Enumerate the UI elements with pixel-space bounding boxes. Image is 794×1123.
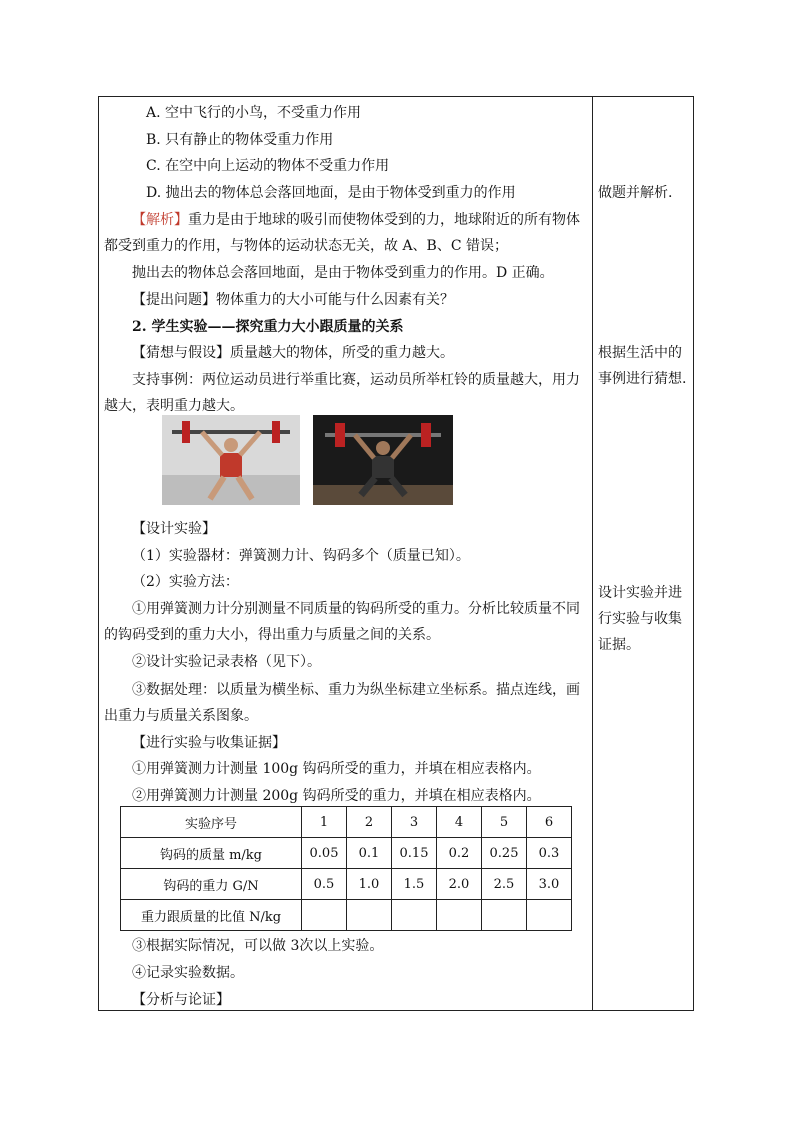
conduct-step-2: ②用弹簧测力计测量 200g 钩码所受的重力，并填在相应表格内。 xyxy=(132,788,541,804)
option-b: B. 只有静止的物体受重力作用 xyxy=(146,132,334,148)
mass-cell: 0.15 xyxy=(392,838,437,869)
mass-cell: 0.2 xyxy=(437,838,482,869)
table-header-cell: 1 xyxy=(302,807,347,838)
question: 【提出问题】物体重力的大小可能与什么因素有关？ xyxy=(132,292,454,308)
analysis-tag: 【解析】 xyxy=(132,212,188,228)
table-header-cell: 2 xyxy=(347,807,392,838)
weight-cell: 3.0 xyxy=(527,869,572,900)
table-header-row xyxy=(121,807,572,838)
conduct-step-4: ④记录实验数据。 xyxy=(132,965,244,981)
table-header-cell: 5 xyxy=(482,807,527,838)
table-header-cell: 6 xyxy=(527,807,572,838)
option-a: A. 空中飞行的小鸟，不受重力作用 xyxy=(146,105,362,121)
method-step-3: ③数据处理：以质量为横坐标、重力为纵坐标建立坐标系。描点连线，画出重力与质量关系图象。 xyxy=(104,682,580,724)
table-header-cell: 实验序号 xyxy=(121,807,302,838)
table-row-mass xyxy=(121,838,572,869)
ratio-label: 重力跟质量的比值 N/kg xyxy=(121,900,302,931)
ratio-cell xyxy=(482,900,527,931)
weightlifter-photo-1 xyxy=(162,415,300,505)
ratio-cell xyxy=(392,900,437,931)
analysis-text: 重力是由于地球的吸引而使物体受到的力，地球附近的所有物体都受到重力的作用，与物体的运动状态无关，故 A、B、C 错误； xyxy=(104,212,580,254)
table-header-cell: 4 xyxy=(437,807,482,838)
hypothesis: 【猜想与假设】质量越大的物体，所受的重力越大。 xyxy=(132,345,454,361)
weight-cell: 2.5 xyxy=(482,869,527,900)
design-title: 【设计实验】 xyxy=(132,521,216,537)
method-step-2: ②设计实验记录表格（见下）。 xyxy=(132,654,321,670)
mass-cell: 0.25 xyxy=(482,838,527,869)
weight-cell: 1.5 xyxy=(392,869,437,900)
conduct-step-3: ③根据实际情况，可以做 3次以上实验。 xyxy=(132,938,384,954)
table-row-ratio xyxy=(121,900,572,931)
mass-cell: 0.1 xyxy=(347,838,392,869)
mass-label: 钩码的质量 m/kg xyxy=(121,838,302,869)
option-c: C. 在空中向上运动的物体不受重力作用 xyxy=(146,158,390,174)
weight-cell: 1.0 xyxy=(347,869,392,900)
side-note-2: 根据生活中的事例进行猜想. xyxy=(598,345,687,387)
method-title: （2）实验方法： xyxy=(132,574,239,590)
weight-cell: 2.0 xyxy=(437,869,482,900)
conduct-step-1: ①用弹簧测力计测量 100g 钩码所受的重力，并填在相应表格内。 xyxy=(132,761,541,777)
analysis-paragraph xyxy=(104,207,588,259)
ratio-cell xyxy=(437,900,482,931)
weight-cell: 0.5 xyxy=(302,869,347,900)
ratio-cell xyxy=(302,900,347,931)
method-step-1: ①用弹簧测力计分别测量不同质量的钩码所受的重力。分析比较质量不同的钩码受到的重力大小，得出重力与质量之间的关系。 xyxy=(104,601,580,643)
conduct-title: 【进行实验与收集证据】 xyxy=(132,735,286,751)
side-note-3: 设计实验并进行实验与收集证据。 xyxy=(598,585,682,653)
column-divider xyxy=(592,96,593,1011)
analysis-title: 【分析与论证】 xyxy=(132,992,230,1008)
weightlifter-photo-2 xyxy=(313,415,453,505)
mass-cell: 0.3 xyxy=(527,838,572,869)
mass-cell: 0.05 xyxy=(302,838,347,869)
side-note-1: 做题并解析. xyxy=(598,185,673,201)
support-example: 支持事例：两位运动员进行举重比赛，运动员所举杠铃的质量越大，用力越大，表明重力越大。 xyxy=(104,372,580,414)
ratio-cell xyxy=(347,900,392,931)
option-d: D. 抛出去的物体总会落回地面，是由于物体受到重力的作用 xyxy=(146,185,516,201)
table-header-cell: 3 xyxy=(392,807,437,838)
experiment-table xyxy=(120,806,572,931)
analysis-conclusion: 抛出去的物体总会落回地面，是由于物体受到重力的作用。D 正确。 xyxy=(132,265,554,281)
ratio-cell xyxy=(527,900,572,931)
section-title: 2. 学生实验——探究重力大小跟质量的关系 xyxy=(132,319,404,335)
table-row-weight xyxy=(121,869,572,900)
weight-label: 钩码的重力 G/N xyxy=(121,869,302,900)
equipment: （1）实验器材：弹簧测力计、钩码多个（质量已知）。 xyxy=(132,548,470,564)
